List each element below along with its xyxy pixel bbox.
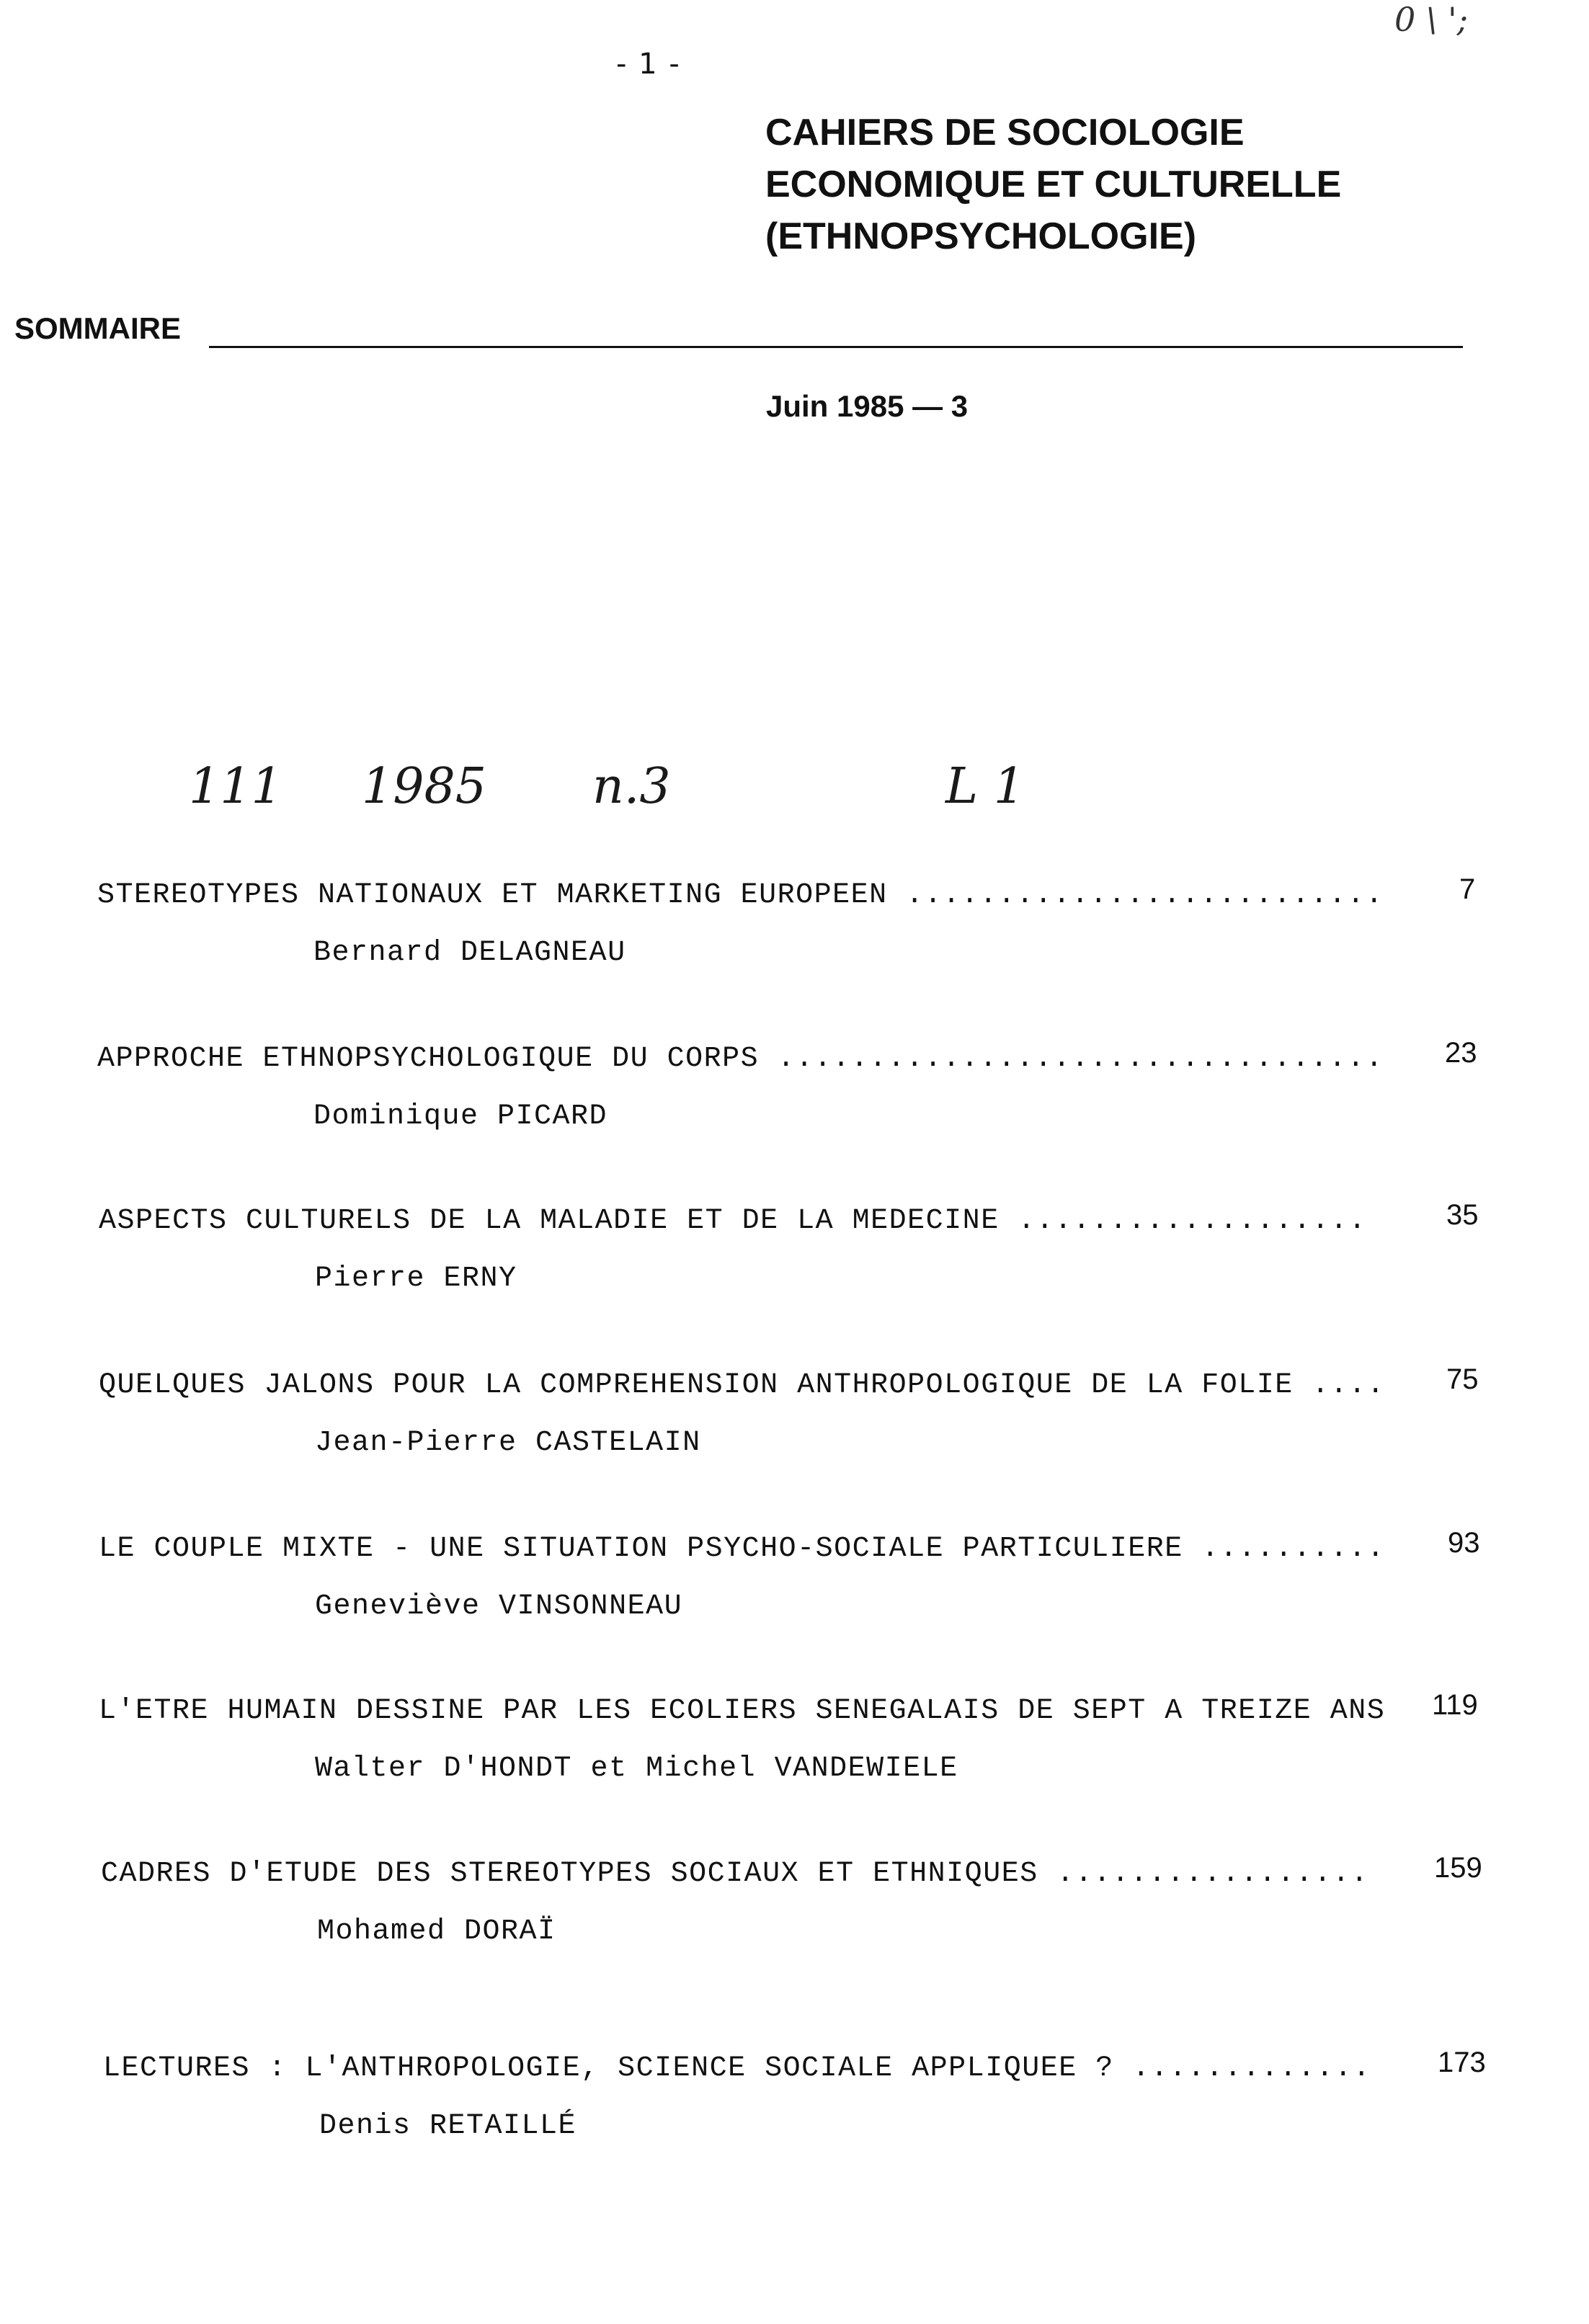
toc-entry-title: LECTURES : L'ANTHROPOLOGIE, SCIENCE SOCIALE APPLIQUEE ? ............. [103,2052,1371,2085]
toc-entry-page: 93 [1448,1527,1480,1559]
handwritten-ref-3: n.3 [592,758,671,815]
toc-entry [101,1852,1513,1948]
toc-entry [103,2047,1515,2142]
toc-entry-title: LE COUPLE MIXTE - UNE SITUATION PSYCHO-SOCIALE PARTICULIERE .......... [99,1533,1386,1565]
toc-entry-title: QUELQUES JALONS POUR LA COMPREHENSION ANTHROPOLOGIQUE DE LA FOLIE .... [99,1369,1386,1402]
toc-entry-author: Dominique PICARD [313,1100,608,1133]
sommaire-label: SOMMAIRE [14,311,181,345]
toc-entry-author: Jean-Pierre CASTELAIN [315,1427,701,1459]
toc-entry-author: Mohamed DORAÏ [317,1915,556,1948]
handwritten-ref-2: 1985 [362,758,487,815]
toc-entry-author: Bernard DELAGNEAU [313,937,626,969]
toc-entry-page: 159 [1434,1852,1482,1884]
journal-title-line-1: CAHIERS DE SOCIOLOGIE [765,112,1245,153]
toc-entry [99,1527,1511,1623]
toc-entry-page: 119 [1432,1689,1478,1721]
toc-entry-author: Geneviève VINSONNEAU [315,1590,683,1623]
toc-entry-page: 75 [1446,1363,1479,1395]
toc-entry-title: L'ETRE HUMAIN DESSINE PAR LES ECOLIERS SENEGALAIS DE SEPT A TREIZE ANS [99,1695,1386,1727]
corner-handwritten-mark: 0 \ '; [1394,0,1469,39]
toc-entry-page: 35 [1446,1199,1479,1231]
toc-entry [99,1363,1511,1459]
handwritten-ref-4: L 1 [945,758,1025,815]
page-number: - 1 - [616,48,681,81]
toc-entry-title: ASPECTS CULTURELS DE LA MALADIE ET DE LA MEDECINE ................... [99,1205,1367,1237]
toc-entry-page: 7 [1459,873,1476,905]
toc-entry [99,1199,1511,1295]
toc-entry-page: 173 [1438,2047,1486,2078]
journal-title-line-2: ECONOMIQUE ET CULTURELLE [765,164,1342,205]
issue-date: Juin 1985 — 3 [766,389,969,423]
toc-entry-title: APPROCHE ETHNOPSYCHOLOGIQUE DU CORPS ................................. [97,1043,1384,1075]
journal-title-line-3: (ETHNOPSYCHOLOGIE) [765,215,1197,257]
toc-entry-author: Walter D'HONDT et Michel VANDEWIELE [315,1753,958,1785]
toc-entry-title: CADRES D'ETUDE DES STEREOTYPES SOCIAUX ET ETHNIQUES ................. [101,1858,1369,1890]
toc-entry-title: STEREOTYPES NATIONAUX ET MARKETING EUROPEEN .......................... [97,879,1384,912]
handwritten-ref-1: 111 [189,758,282,815]
toc-entry [97,873,1510,969]
toc-entry [99,1689,1511,1785]
toc-entry [97,1037,1510,1133]
toc-entry-author: Pierre ERNY [315,1263,517,1295]
toc-entry-page: 23 [1445,1037,1477,1069]
toc-entry-author: Denis RETAILLÉ [319,2110,577,2142]
